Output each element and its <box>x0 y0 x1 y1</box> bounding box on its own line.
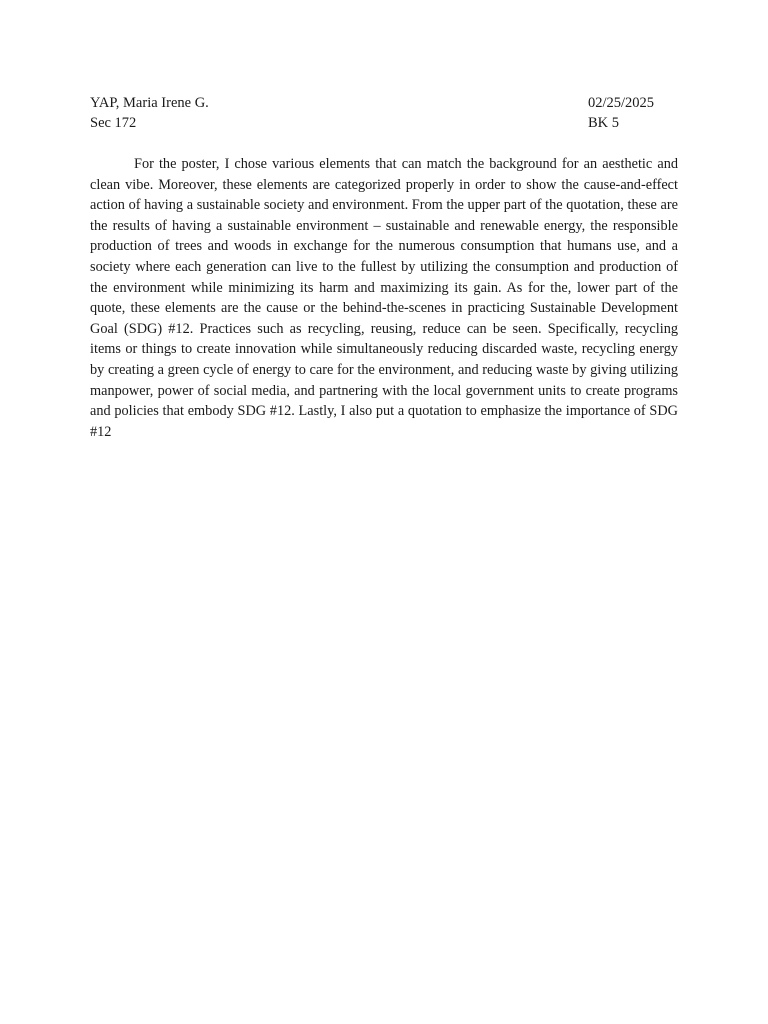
student-name: YAP, Maria Irene G. <box>90 95 209 111</box>
section-label: Sec 172 <box>90 115 137 131</box>
block-label: BK 5 <box>588 115 620 131</box>
body-paragraph: For the poster, I chose various elements that can match the background for an aesthetic and clean vibe. Moreover, these elements are categorized properly in order to show the cause-and-effect action of having a sustainable society and environment. From the upper part of the quotation, these are the results of having a sustainable environment – sustainable and renewable energy, the responsible production of trees and woods in exchange for the numerous consumption that humans use, and a society where each generation can live to the fullest by utilizing the consumption and production of the environment while minimizing its harm and maximizing its gain. As for the, lower part of the quote, these elements are the cause or the behind-the-scenes in practicing Sustainable Development Goal (SDG) #12. Practices such as recycling, reusing, reduce can be seen. Specifically, recycling items or things to create innovation while simultaneously reducing discarded waste, recycling energy by creating a green cycle of energy to care for the environment, and reducing waste by giving utilizing manpower, power of social media, and partnering with the local government units to create programs and policies that embody SDG #12. Lastly, I also put a quotation to emphasize the importance of SDG #12 <box>90 156 678 440</box>
document-header <box>90 93 680 133</box>
submission-date: 02/25/2025 <box>588 95 655 111</box>
header-row-1 <box>90 93 680 113</box>
header-row-2 <box>90 113 680 133</box>
